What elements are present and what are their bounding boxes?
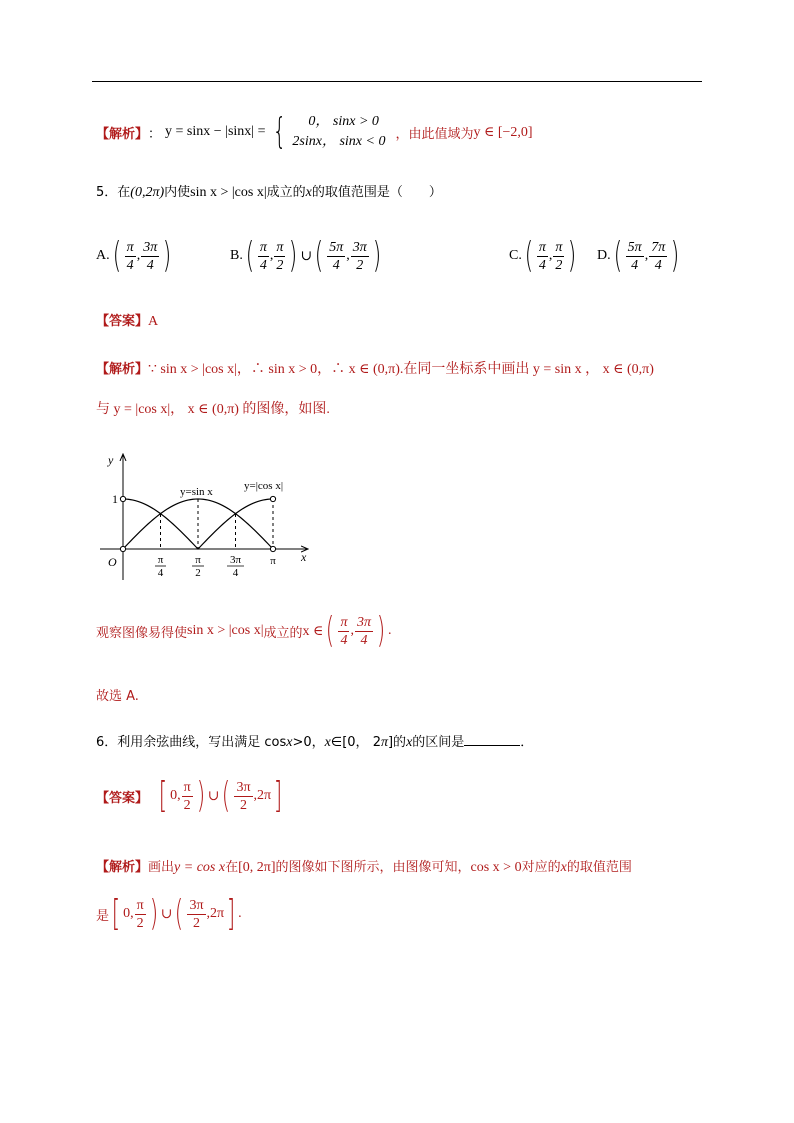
- analysis-int: [0, 2π]: [238, 860, 276, 875]
- fraction: [355, 614, 373, 649]
- two-pi: ,2π: [206, 906, 225, 921]
- q5-answer: [96, 310, 158, 330]
- tick-3pi4-num: 3π: [229, 554, 242, 566]
- tick-1-label: 1: [112, 492, 118, 506]
- open-point-pi-0: [270, 546, 275, 551]
- analysis-b: 在: [225, 860, 239, 875]
- q6-analysis-line-2: [96, 893, 242, 934]
- denominator: 2: [356, 257, 364, 273]
- fraction: [274, 239, 285, 274]
- q6-answer: [96, 775, 285, 816]
- paren-close: ): [372, 235, 382, 276]
- paren-close: ): [163, 235, 172, 276]
- bracket-close: ]: [273, 775, 283, 816]
- q5-mid: 内使: [164, 185, 191, 200]
- q6-text-3: ∈[0， 2: [330, 735, 381, 750]
- denominator: 4: [360, 632, 368, 648]
- denominator: 2: [240, 797, 247, 813]
- origin-label: O: [108, 555, 117, 569]
- numerator: π: [126, 239, 134, 255]
- open-point-pi-1: [270, 496, 275, 501]
- denominator: 4: [340, 632, 348, 648]
- paren-open: (: [112, 235, 121, 276]
- bracket-close: ]: [226, 893, 236, 934]
- paren-close: ): [149, 893, 158, 934]
- tick-pi2-num: π: [195, 554, 201, 566]
- fraction: [626, 239, 644, 274]
- analysis-tag: 【解析】: [96, 362, 149, 377]
- paren-open: (: [524, 235, 534, 276]
- q5-interval: (0,2π): [130, 185, 165, 200]
- lhs-expression: y = sinx − |sinx| =: [165, 124, 266, 139]
- fraction: [187, 897, 205, 932]
- observe-tail: 成立的: [263, 625, 303, 641]
- top-rule: [92, 81, 702, 82]
- fraction: [141, 239, 159, 274]
- numerator: 3π: [352, 239, 367, 255]
- paren-open: (: [245, 235, 255, 276]
- denominator: 4: [538, 257, 546, 273]
- comma: ,: [350, 623, 354, 638]
- denominator: 4: [654, 257, 662, 273]
- question-6: [96, 731, 533, 751]
- paren-open: (: [613, 235, 622, 276]
- q6-text-1: 6．利用余弦曲线，写出满足 cos: [96, 735, 287, 750]
- sin-label: y=sin x: [180, 486, 213, 498]
- denominator: 4: [146, 257, 154, 273]
- case-1: 0， sinx > 0: [308, 114, 379, 129]
- comma: ,: [346, 248, 350, 263]
- denominator: 2: [193, 915, 200, 931]
- bracket-open: [: [111, 893, 121, 934]
- open-point-0-1: [120, 496, 125, 501]
- fraction: [338, 614, 349, 649]
- numerator: π: [555, 239, 563, 255]
- option-label: D.: [597, 248, 611, 263]
- union-symbol: ∪: [300, 248, 313, 264]
- q6-text-5: 的区间是: [412, 735, 465, 750]
- numerator: 5π: [627, 239, 642, 255]
- q6-text-4: ]的: [387, 735, 407, 750]
- zero: 0,: [123, 906, 134, 921]
- q6-x-3: x: [406, 735, 413, 750]
- q6-text-2: >0，: [292, 735, 325, 750]
- q5-x: x: [305, 185, 312, 200]
- comma: ,: [644, 248, 649, 263]
- observation-line: [96, 610, 392, 651]
- open-point-origin: [120, 546, 125, 551]
- tick-pi4-num: π: [157, 554, 164, 566]
- fraction: [649, 239, 667, 274]
- denominator: 2: [183, 797, 191, 813]
- case-2: 2sinx， sinx < 0: [292, 134, 386, 149]
- option-b: [230, 235, 384, 276]
- analysis-tag: 【解析】: [96, 126, 149, 142]
- fraction: [258, 239, 269, 274]
- fraction: [135, 897, 146, 932]
- analysis-c: 的图像如下图所示，由图像可知，: [275, 860, 471, 875]
- paren-open: (: [222, 775, 231, 816]
- analysis-f: 是: [96, 908, 110, 924]
- option-label: B.: [230, 248, 243, 263]
- observe-text: 观察图像易得使: [96, 625, 188, 641]
- paren-close: ): [376, 610, 386, 651]
- analysis-4: [96, 112, 533, 152]
- answer-tag: 【答案】: [96, 314, 149, 329]
- x-axis-label: x: [301, 550, 307, 564]
- tick-pi-label: π: [270, 555, 276, 567]
- option-c: [509, 235, 579, 276]
- fraction: [234, 779, 252, 814]
- left-brace: {: [272, 111, 286, 152]
- tick-pi4-den: 4: [157, 567, 164, 579]
- numerator: π: [183, 779, 191, 795]
- comma: ,: [548, 248, 553, 263]
- two-pi: ,2π: [253, 788, 272, 803]
- q5-analysis-line-2: [96, 398, 330, 418]
- paren-close: ): [196, 775, 205, 816]
- union-symbol: ∪: [160, 906, 173, 922]
- answer-value: A: [148, 314, 159, 329]
- analysis-a: 画出: [148, 860, 175, 875]
- paren-close: ): [671, 235, 680, 276]
- numerator: 5π: [329, 239, 344, 255]
- q5-ineq: sin x > |cos x|: [190, 185, 267, 200]
- numerator: π: [276, 239, 284, 255]
- analysis-eq: y = cos x: [174, 860, 226, 875]
- paren-close: ): [289, 235, 298, 276]
- denominator: 4: [332, 257, 340, 273]
- denominator: 2: [555, 257, 563, 273]
- q6-analysis-line-1: [96, 856, 632, 876]
- q6-x-1: x: [286, 735, 293, 750]
- bracket-open: [: [158, 775, 168, 816]
- fraction: [125, 239, 136, 274]
- q6-pi: π: [380, 735, 388, 750]
- q5-tail2: 的取值范围是（ ）: [311, 185, 442, 200]
- y-axis-label: y: [108, 453, 114, 467]
- zero: 0,: [170, 788, 181, 803]
- numerator: 3π: [236, 779, 251, 795]
- denominator: 4: [631, 257, 639, 273]
- answer-tag: 【答案】: [96, 790, 149, 806]
- comma: ,: [269, 248, 274, 263]
- observe-ineq: sin x > |cos x|: [187, 623, 264, 638]
- observe-x: x ∈: [302, 623, 324, 639]
- fraction: [537, 239, 548, 274]
- option-a: [96, 235, 174, 276]
- numerator: π: [259, 239, 267, 255]
- numerator: 7π: [651, 239, 666, 255]
- numerator: 3π: [356, 614, 371, 630]
- cases: [292, 112, 385, 152]
- analysis-text: 与 y = |cos x|， x ∈ (0,π) 的图像，如图.: [96, 402, 330, 417]
- denominator: 4: [126, 257, 134, 273]
- range-value: y ∈ [−2,0]: [473, 124, 533, 140]
- q5-tail: 成立的: [266, 185, 306, 200]
- fraction: [351, 239, 369, 274]
- denominator: 2: [136, 915, 144, 931]
- question-5: [96, 183, 442, 203]
- function-graph: [96, 450, 326, 589]
- q6-x-2: x: [324, 735, 331, 750]
- colon: ：: [148, 126, 162, 142]
- paren-open: (: [175, 893, 184, 934]
- analysis-x: x: [560, 860, 567, 875]
- q5-num: 5．在: [96, 185, 131, 200]
- analysis-ineq: cos x > 0: [470, 860, 522, 875]
- paren-open: (: [315, 235, 324, 276]
- conclusion: [96, 685, 139, 704]
- answer-blank: [464, 733, 520, 746]
- cos-label: y=|cos x|: [244, 480, 284, 492]
- range-text: ，由此值域为: [395, 126, 474, 142]
- option-label: C.: [509, 248, 522, 263]
- paren-close: ): [568, 235, 577, 276]
- analysis-e: 的取值范围: [566, 860, 632, 875]
- graph-svg: [96, 450, 326, 585]
- tick-pi2-den: 2: [195, 567, 201, 579]
- numerator: π: [538, 239, 546, 255]
- option-label: A.: [96, 248, 110, 263]
- numerator: 3π: [143, 239, 158, 255]
- period: .: [388, 623, 392, 638]
- tick-3pi4-den: 4: [232, 567, 239, 579]
- conclusion-text: 故选 A.: [96, 689, 139, 704]
- denominator: 4: [259, 257, 267, 273]
- numerator: 3π: [189, 897, 204, 913]
- fraction: [553, 239, 564, 274]
- analysis-tag: 【解析】: [96, 860, 149, 875]
- analysis-text: ∵ sin x > |cos x|，∴ sin x > 0，∴ x ∈ (0,π).在同一坐标系中画出 y = sin x ， x ∈ (0,π): [148, 362, 654, 377]
- numerator: π: [340, 614, 348, 630]
- fraction: [182, 779, 193, 814]
- paren-open: (: [326, 610, 335, 651]
- fraction: [327, 239, 345, 274]
- option-d: [597, 235, 682, 276]
- union-symbol: ∪: [207, 788, 220, 804]
- analysis-d: 对应的: [521, 860, 561, 875]
- q5-analysis-line-1: [96, 358, 654, 378]
- comma: ,: [136, 248, 141, 263]
- numerator: π: [136, 897, 144, 913]
- denominator: 2: [276, 257, 284, 273]
- q6-end: ．: [520, 735, 534, 750]
- end-dot: .: [238, 906, 242, 921]
